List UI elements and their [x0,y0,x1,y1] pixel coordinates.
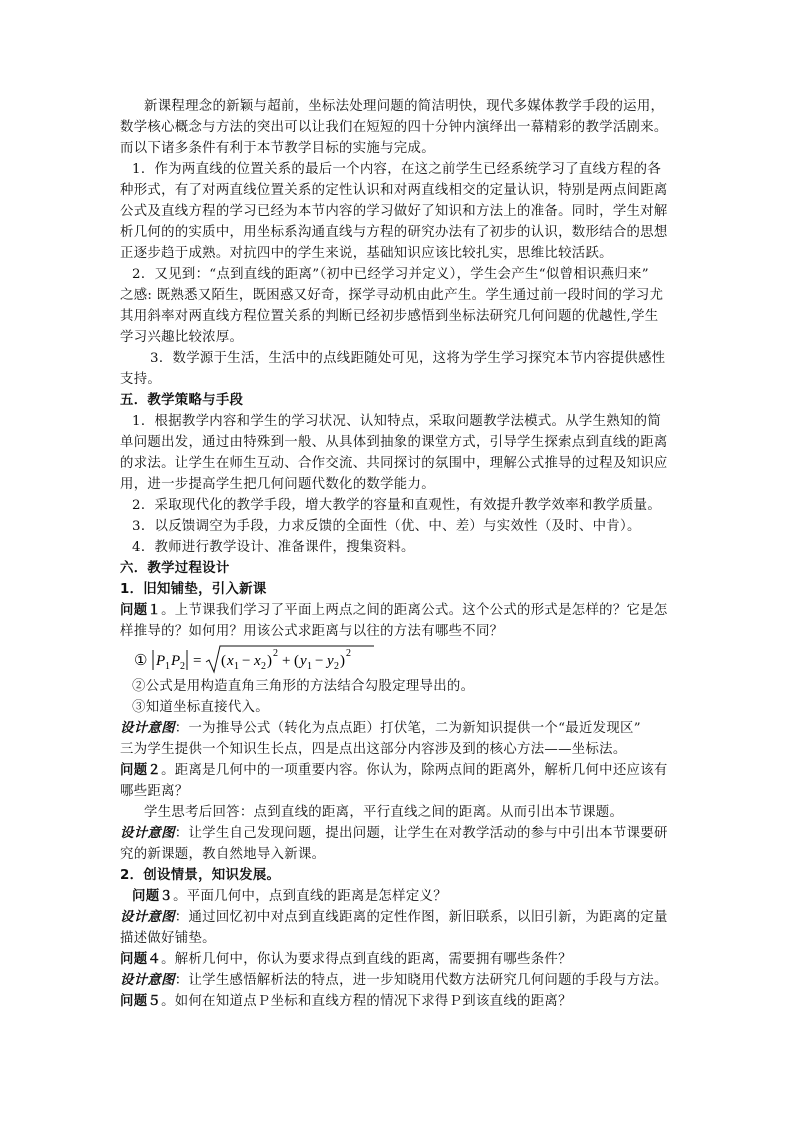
formula-x1: x [227,653,234,669]
formula-p2: P [171,653,181,669]
formula-x2: x [254,653,261,669]
intent-2-text: 让学生自己发现问题，提出问题，让学生在对教学活动的参与中引出本节课要研 [188,826,668,841]
cond1-line-2: 种形式，有了对两直线位置关系的定性认识和对两直线相交的定量认识，特别是两点间距离 [120,183,668,198]
colon: ： [174,826,189,841]
intent-4-text: 让学生感悟解析法的特点，进一步知晓用代数方法研究几何问题的手段与方法。 [188,973,668,988]
design-intent-label: 设计意图 [120,721,175,736]
cond1-line-3: 公式及直线方程的学习已经为本节内容的学习做好了知识和方法上的准备。同时，学生对解 [120,204,668,219]
question-2-text: 。距离是几何中的一项重要内容。你认为，除两点间的距离外，解析几何中还应该有 [161,763,668,778]
cond2-line-4: 学习兴趣比较浓厚。 [120,330,244,345]
question-3-text: 。平面几何中，点到直线的距离是怎样定义？ [173,889,447,904]
question-4 [120,949,680,970]
cond2-line-1: 2．又见到：“点到直线的距离”（初中已经学习并定义），学生会产生“似曾相识燕归来” [132,267,649,282]
intro-line-1: 新课程理念的新颖与超前，坐标法处理问题的简洁明快，现代多媒体教学手段的运用， [144,99,665,114]
subsection-1-title: 1．旧知铺垫，引入新课 [120,582,267,597]
question-3 [120,886,680,907]
design-intent-label: 设计意图 [120,910,175,925]
cond3-line-2: 支持。 [120,372,162,387]
formula-x1-sub: 1 [234,661,239,672]
subsection-2-title: 2．创设情景，知识发展。 [120,868,281,883]
intro-line-2: 数学核心概念与方法的突出可以让我们在短短的四十分钟内演绎出一幕精彩的教学活剧来。 [120,120,668,135]
sec5-p2: 2．采取现代化的教学手段，增大教学的容量和直观性，有效提升教学效率和教学质量。 [132,498,662,513]
intent-1-line-2: 三为学生提供一个知识生长点，四是点出这部分内容涉及到的核心方法——坐标法。 [120,742,627,757]
formula-square-1: 2 [273,648,278,659]
question-1-label: 问题１ [120,603,162,618]
paren-close-2: ) [340,653,345,669]
intent-4 [120,970,680,991]
cond1-line-1: 1．作为两直线的位置关系的最后一个内容，在这之前学生已经系统学习了直线方程的各 [132,162,662,177]
question-2-label: 问题２ [120,763,162,778]
formula-minus-2: − [315,653,324,669]
document-page [120,96,680,1012]
intent-1-text: 一为推导公式（转化为点点距）打伏笔，二为新知识提供一个“最近发现区” [188,721,641,736]
question-1-text: 。上节课我们学习了平面上两点之间的距离公式。这个公式的形式是怎样的？它是怎 [161,603,668,618]
intent-3-line-2: 描述做好铺垫。 [120,931,216,946]
colon: ： [174,910,189,925]
distance-formula-svg [134,642,394,676]
sec5-p1-line-3: 的求法。让学生在师生互动、合作交流、共同探讨的氛围中，理解公式推导的过程及知识应 [120,456,668,471]
formula-x2-sub: 2 [261,661,266,672]
answer-2: ②公式是用构造直角三角形的方法结合勾股定理导出的。 [132,679,475,694]
answer-question-2: 学生思考后回答：点到直线的距离，平行直线之间的距离。从而引出本节课题。 [144,805,624,820]
answer-3: ③知道坐标直接代入。 [132,700,269,715]
colon: ： [174,973,189,988]
intent-2-line-2: 究的新课题，教自然地导入新课。 [120,847,326,862]
intro-line-3: 而以下诸多条件有利于本节教学目标的实施与完成。 [120,141,435,156]
question-5 [120,991,680,1012]
question-5-label: 问题５ [120,994,162,1009]
design-intent-label: 设计意图 [120,826,175,841]
sec5-p3: 3．以反馈调空为手段，力求反馈的全面性（优、中、差）与实效性（及时、中肯）。 [132,519,641,534]
section-5-title: 五．教学策略与手段 [120,393,244,408]
intent-3-line-1 [120,907,680,928]
paren-close-1: ) [267,653,272,669]
paren-open-1: ( [221,653,226,669]
intent-1-line-1 [120,718,680,739]
formula-number: ① [134,653,148,669]
cond3-line-1: 3．数学源于生活，生活中的点线距随处可见，这将为学生学习探究本节内容提供感性 [150,351,666,366]
formula-plus: + [282,653,291,669]
formula-minus-1: − [242,653,251,669]
intent-2-line-1 [120,823,680,844]
question-2-line-1 [120,760,680,781]
formula-y2: y [327,653,334,669]
question-4-text: 。解析几何中，你认为要求得点到直线的距离，需要拥有哪些条件？ [161,952,572,967]
paren-open-2: ( [294,653,299,669]
sec5-p1-line-4: 用，进一步提高学生把几何问题代数化的数学能力。 [120,477,435,492]
sec5-p1-line-2: 单问题出发，通过由特殊到一般、从具体到抽象的课堂方式，引导学生探索点到直线的距离 [120,435,668,450]
cond1-line-5: 正逐步趋于成熟。对抗四中的学生来说，基础知识应该比较扎实，思维比较活跃。 [120,246,613,261]
sec5-p4: 4．教师进行教学设计、准备课件，搜集资料。 [132,540,415,555]
cond2-line-3: 其用斜率对两直线方程位置关系的判断已经初步感悟到坐标法研究几何问题的优越性,学生 [120,309,659,324]
question-1-line-1 [120,600,680,621]
question-2-line-2: 哪些距离？ [120,784,189,799]
distance-formula [120,642,680,676]
formula-y1: y [300,653,307,669]
question-5-text: 。如何在知道点Ｐ坐标和直线方程的情况下求得Ｐ到该直线的距离？ [161,994,572,1009]
colon: ： [174,721,189,736]
cond1-line-4: 析几何的的实质中，用坐标系沟通直线与方程的研究办法有了初步的认识，数形结合的思想 [120,225,668,240]
formula-p1-sub: 1 [165,661,170,672]
formula-p1: P [156,653,166,669]
formula-p2-sub: 2 [180,661,185,672]
cond2-line-2: 之感: 既熟悉又陌生，既困惑又好奇，探学寻动机由此产生。学生通过前一段时间的学习尤 [120,288,664,303]
question-1-line-2: 样推导的？如何用？用该公式求距离与以往的方法有哪些不同？ [120,624,504,639]
formula-square-2: 2 [346,648,351,659]
sec5-p1-line-1: 1．根据教学内容和学生的学习状况、认知特点，采取问题教学法模式。从学生熟知的简 [132,414,662,429]
formula-y2-sub: 2 [334,661,339,672]
question-4-label: 问题４ [120,952,162,967]
formula-y1-sub: 1 [307,661,312,672]
intent-3-text: 通过回忆初中对点到直线距离的定性作图，新旧联系，以旧引新，为距离的定量 [188,910,668,925]
design-intent-label: 设计意图 [120,973,175,988]
question-3-label: 问题３ [132,889,174,904]
formula-equals: = [193,653,202,669]
section-6-title: 六．教学过程设计 [120,561,230,576]
